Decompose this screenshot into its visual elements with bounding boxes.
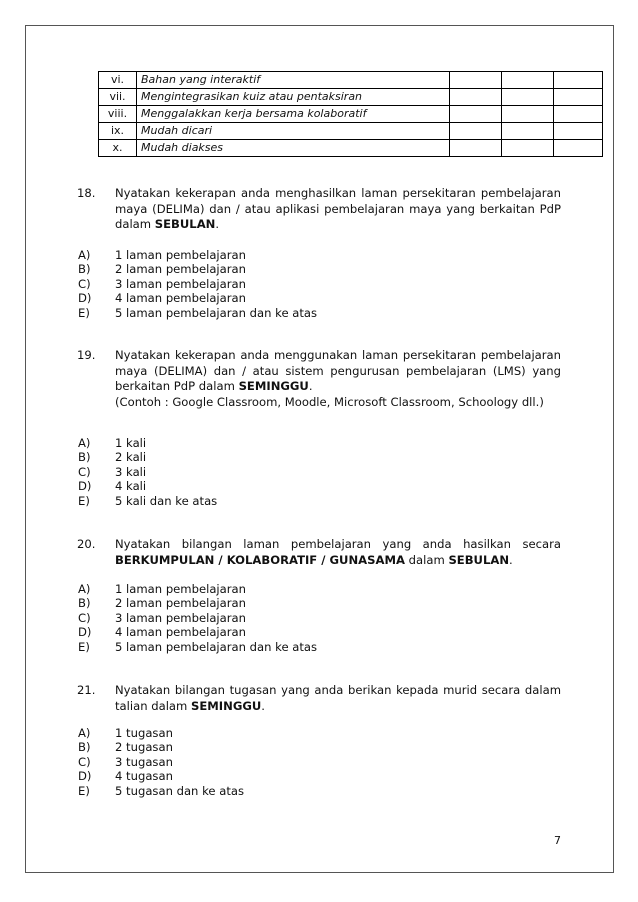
- rating-cell: [450, 140, 502, 157]
- emphasis: SEMINGGU: [191, 698, 262, 713]
- row-number: vii.: [99, 89, 137, 106]
- question-text: Nyatakan bilangan laman pembelajaran yang anda hasilkan secara BERKUMPULAN / KOLABORATIF / GUNASAMA dalam SEBULAN.: [115, 537, 561, 567]
- question-example: (Contoh : Google Classroom, Moodle, Microsoft Classroom, Schoology dll.): [115, 394, 544, 409]
- rating-cell: [554, 106, 603, 123]
- table-row: [99, 140, 603, 157]
- row-text: Mudah diakses: [137, 140, 450, 157]
- table-row: [99, 72, 603, 89]
- rating-cell: [502, 123, 554, 140]
- row-text: Mudah dicari: [137, 123, 450, 140]
- question-text: Nyatakan bilangan tugasan yang anda berikan kepada murid secara dalam talian dalam SEMINGGU.: [115, 683, 561, 713]
- rating-cell: [502, 140, 554, 157]
- emphasis: SEMINGGU: [238, 379, 309, 393]
- rating-cell: [554, 140, 603, 157]
- criteria-table: [98, 71, 603, 157]
- table-row: [99, 106, 603, 123]
- question-number: 18.: [77, 186, 96, 200]
- row-text: Menggalakkan kerja bersama kolaboratif: [137, 106, 450, 123]
- emphasis: SEBULAN: [448, 552, 510, 567]
- row-number: x.: [99, 140, 137, 157]
- question-text: Nyatakan kekerapan anda menghasilkan laman persekitaran pembelajaran maya (DELIMa) dan / atau aplikasi pembelajaran maya yang berkaitan PdP dalam SEBULAN.: [115, 186, 561, 231]
- row-text: Bahan yang interaktif: [137, 72, 450, 89]
- rating-cell: [450, 89, 502, 106]
- page-number: 7: [554, 834, 561, 847]
- question-text: Nyatakan kekerapan anda menggunakan laman persekitaran pembelajaran maya (DELIMA) dan / atau sistem pengurusan pembelajaran (LMS) yang berkaitan PdP dalam SEMINGGU. (Contoh : Google Classroom, Moodle, Microsoft Classroom, Schoology dll.): [115, 348, 561, 409]
- rating-cell: [450, 72, 502, 89]
- row-number: vi.: [99, 72, 137, 89]
- emphasis: SEBULAN: [154, 217, 216, 231]
- question-number: 20.: [77, 537, 96, 551]
- rating-cell: [502, 106, 554, 123]
- rating-cell: [554, 123, 603, 140]
- question-number: 21.: [77, 683, 96, 697]
- table-row: [99, 123, 603, 140]
- rating-cell: [502, 72, 554, 89]
- rating-cell: [450, 123, 502, 140]
- row-text: Mengintegrasikan kuiz atau pentaksiran: [137, 89, 450, 106]
- row-number: ix.: [99, 123, 137, 140]
- table-row: [99, 89, 603, 106]
- row-number: viii.: [99, 106, 137, 123]
- rating-cell: [502, 89, 554, 106]
- question-number: 19.: [77, 348, 96, 362]
- emphasis: BERKUMPULAN / KOLABORATIF / GUNASAMA: [115, 552, 405, 567]
- rating-cell: [554, 72, 603, 89]
- rating-cell: [554, 89, 603, 106]
- rating-cell: [450, 106, 502, 123]
